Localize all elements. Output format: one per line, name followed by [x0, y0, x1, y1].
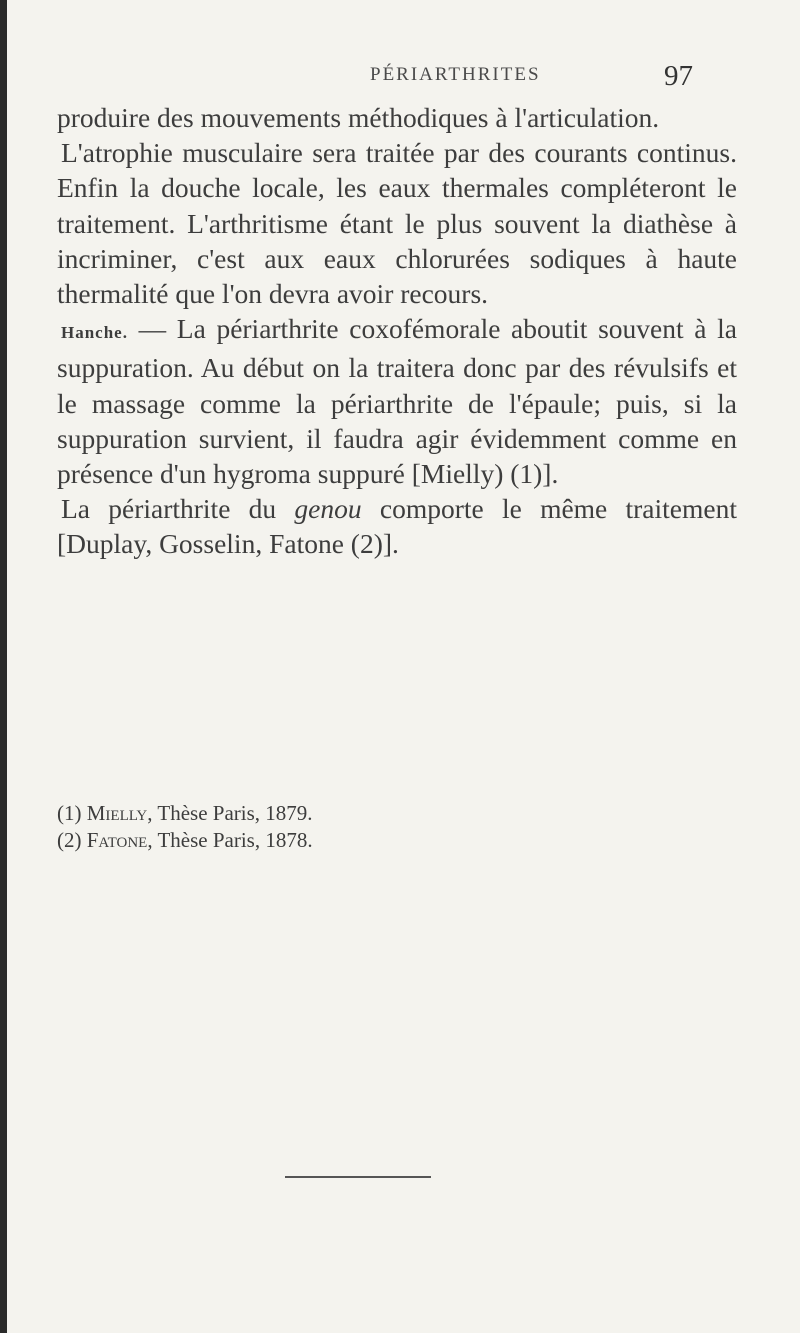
footnote-text: , Thèse Paris, 1879. [147, 801, 313, 825]
paragraph-4-italic: genou [294, 493, 362, 525]
running-head [0, 60, 800, 90]
paragraph-1: produire des mouvements méthodiques à l'articulation. [57, 102, 660, 133]
page-edge-shadow [0, 0, 7, 1333]
footnotes [57, 800, 657, 854]
paragraph-4-before: La périarthrite du [61, 493, 295, 525]
footnote-author: Mielly [86, 801, 148, 825]
bottom-rule [285, 1176, 431, 1178]
paragraph-2: L'atrophie musculaire sera traitée par des courants continus. Enfin la douche locale, les eaux thermales compléteront le traitement. L'arthritisme étant le plus souvent la diathèse à incriminer, c'est aux eaux chlorurées sodiques à haute thermalité que l'on devra avoir recours. [57, 137, 737, 310]
page-number: 97 [664, 60, 693, 92]
paragraph-3-text: — La périarthrite coxofémorale aboutit souvent à la suppuration. Au début on la traitera donc par des révulsifs et le massage comme la périarthrite de l'épaule; puis, si la suppuration survient, il faudra agir évidemment comme en présence d'un hygroma suppuré [Mielly) (1)]. [57, 313, 737, 490]
footnote-1 [57, 800, 657, 827]
footnote-mark: (2) [57, 828, 82, 852]
paragraph-4 [57, 491, 737, 561]
footnote-author: Fatone [86, 828, 148, 852]
running-title: PÉRIARTHRITES [370, 64, 541, 85]
footnote-2 [57, 827, 657, 854]
footnote-text: , Thèse Paris, 1878. [147, 828, 313, 852]
paragraph-4-after: comporte le même traitement [Duplay, Gosselin, Fatone (2)]. [57, 493, 737, 560]
section-head-hanche: Hanche. [61, 323, 128, 343]
body-text [57, 100, 737, 562]
paragraph-3 [57, 311, 737, 491]
footnote-mark: (1) [57, 801, 82, 825]
